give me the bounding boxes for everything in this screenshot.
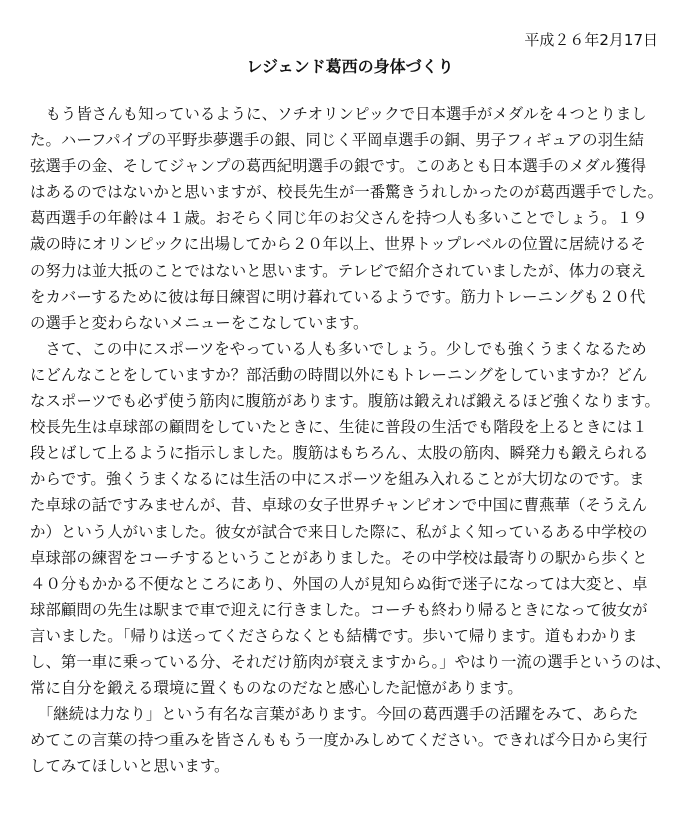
text-line: 球部顧問の先生は駅まで車で迎えに行きました。コーチも終わり帰るときになって彼女が — [30, 600, 648, 619]
text-line: してみてほしいと思います。 — [30, 757, 230, 776]
text-line: 弦選手の金、そしてジャンプの葛西紀明選手の銀です。このあとも日本選手のメダル獲得 — [30, 157, 647, 176]
text-line: し、第一車に乗っている分、それだけ筋肉が衰えますから。」やはり一流の選手というのは、 — [30, 652, 671, 671]
text-line: なスポーツでも必ず使う筋肉に腹筋があります。腹筋は鍛えれば鍛えるほど強くなります。 — [30, 392, 660, 411]
document-date: 平成２６年2月17日 — [524, 31, 658, 49]
text-line: もう皆さんも知っているように、ソチオリンピックで日本選手がメダルを４つとりまし — [30, 105, 647, 123]
text-line: の選手と変わらないメニューをこなしています。 — [30, 313, 369, 332]
text-line: の努力は並大抵のことではないと思います。テレビで紹介されていましたが、体力の衰え — [30, 261, 647, 280]
text-line: 「継続は力なり」という有名な言葉があります。今回の葛西選手の活躍をみて、あらた — [30, 705, 639, 724]
text-line: 校長先生は卓球部の顧問をしていたときに、生徒に普段の生活でも階段を上るときには１ — [30, 418, 648, 437]
paragraph-1 — [30, 101, 678, 336]
text-line: さて、この中にスポーツをやっている人も多いでしょう。少しでも強くうまくなるため — [30, 339, 647, 358]
text-line: た。ハーフパイプの平野歩夢選手の銀、同じく平岡卓選手の銅、男子フィギュアの羽生結 — [30, 131, 644, 150]
text-line: にどんなことをしていますか？部活動の時間以外にもトレーニングをしていますか？どん — [30, 365, 648, 384]
text-line: 葛西選手の年齢は４１歳。おそらく同じ年のお父さんを持つ人も多いことでしょう。１９ — [30, 209, 648, 228]
paragraph-2 — [30, 336, 678, 701]
text-line: からです。強くうまくなるには生活の中にスポーツを組み入れることが大切なのです。ま — [30, 470, 645, 489]
text-line: ４０分もかかる不便なところにあり、外国の人が見知らぬ街で迷子になっては大変と、卓 — [30, 574, 648, 593]
text-line: か）という人がいました。彼女が試合で来日した際に、私がよく知っているある中学校の — [30, 522, 648, 541]
text-line: た卓球の話ですみませんが、昔、卓球の女子世界チャンピオンで中国に曹燕華（そうえん — [30, 496, 648, 515]
paragraph-3 — [30, 701, 678, 779]
text-line: めてこの言葉の持つ重みを皆さんももう一度かみしめてください。できれば今日から実行 — [30, 731, 648, 750]
text-line: 段とばして上るように指示しました。腹筋はもちろん、太股の筋肉、瞬発力も鍛えられる — [30, 444, 649, 463]
document-body — [30, 101, 678, 779]
text-line: 卓球部の練習をコーチするということがありました。その中学校は最寄りの駅から歩くと — [30, 548, 648, 567]
text-line: はあるのではないかと思いますが、校長先生が一番驚きうれしかったのが葛西選手でした。 — [30, 183, 664, 202]
text-line: 言いました。「帰りは送ってくださらなくとも結構です。歩いて帰ります。道もわかりま — [30, 626, 638, 645]
document-title: レジェンド葛西の身体づくり — [246, 57, 454, 76]
text-line: 常に自分を鍛える環境に置くものなのだなと感心した記憶があります。 — [30, 679, 523, 698]
text-line: をカバーするために彼は毎日練習に明け暮れているようです。筋力トレーニングも２０代 — [30, 287, 646, 306]
text-line: 歳の時にオリンピックに出場してから２０年以上、世界トップレベルの位置に居続けるそ — [30, 235, 646, 254]
